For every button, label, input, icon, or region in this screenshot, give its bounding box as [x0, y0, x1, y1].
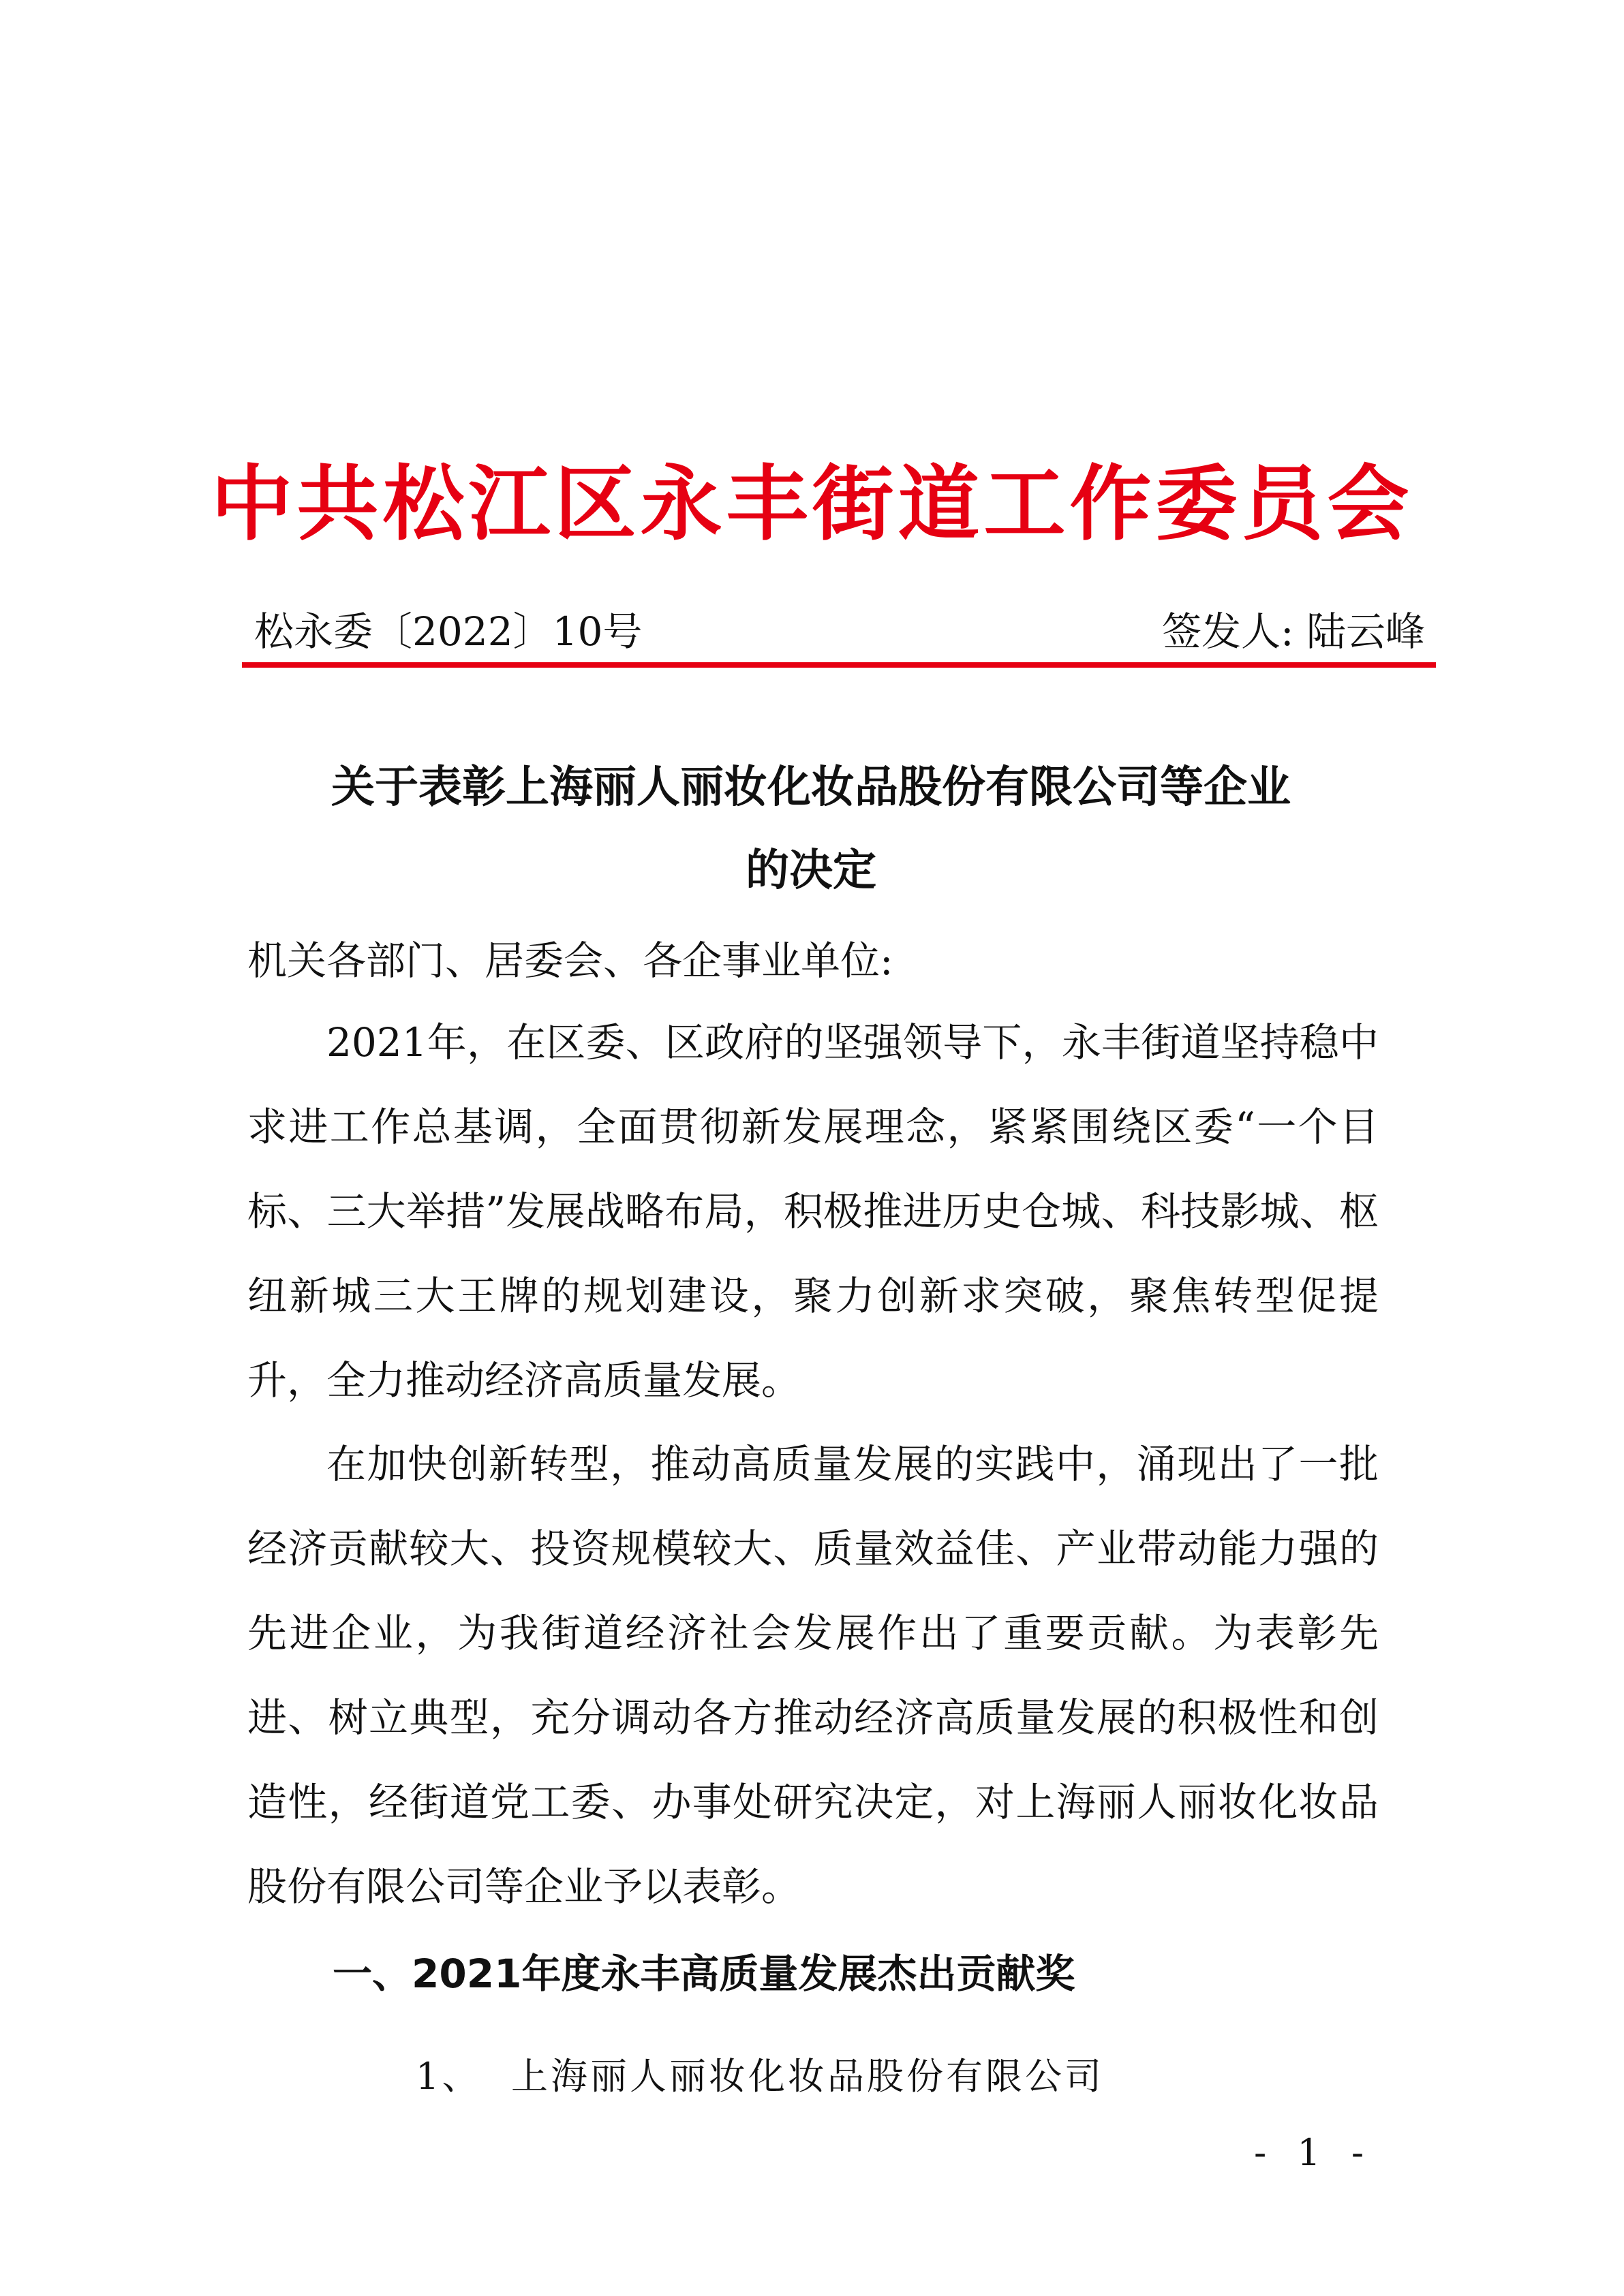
page-number: - 1 -: [1254, 2131, 1374, 2174]
salutation: 机关各部门、居委会、各企事业单位:: [247, 937, 893, 984]
red-separator-rule: [242, 662, 1436, 668]
document-number: 松永委〔2022〕10号: [254, 608, 643, 655]
title-line-2: 的决定: [746, 845, 876, 896]
list-item: [416, 2049, 1104, 2104]
body-paragraph: 在加快创新转型，推动高质量发展的实践中，涌现出了一批经济贡献较大、投资规模较大、质量效益佳、产业带动能力强的先进企业，为我街道经济社会发展作出了重要贡献。为表彰先进、树立典型，充分调动各方推动经济高质量发展的积极性和创造性，经街道党工委、办事处研究决定，对上海丽人丽妆化妆品股份有限公司等企业予以表彰。: [247, 1441, 1379, 1910]
title-line-1: 关于表彰上海丽人丽妆化妆品股份有限公司等企业: [331, 762, 1291, 813]
masthead-org-name: 中共松江区永丰街道工作委员会: [211, 456, 1413, 552]
body-paragraph: 2021年，在区委、区政府的坚强领导下，永丰街道坚持稳中求进工作总基调，全面贯彻新发展理念，紧紧围绕区委“一个目标、三大举措”发展战略布局，积极推进历史仓城、科技影城、枢纽新城三大王牌的规划建设，聚力创新求突破，聚焦转型促提升，全力推动经济高质量发展。: [247, 1019, 1379, 1403]
issuer-signature: 签发人: 陆云峰: [1162, 608, 1425, 655]
list-item-company: 上海丽人丽妆化妆品股份有限公司: [511, 2055, 1104, 2098]
document-title: [232, 746, 1390, 912]
section-heading: 一、2021年度永丰高质量发展杰出贡献奖: [333, 1951, 1075, 1997]
list-item-number: 1、: [416, 2055, 482, 2098]
